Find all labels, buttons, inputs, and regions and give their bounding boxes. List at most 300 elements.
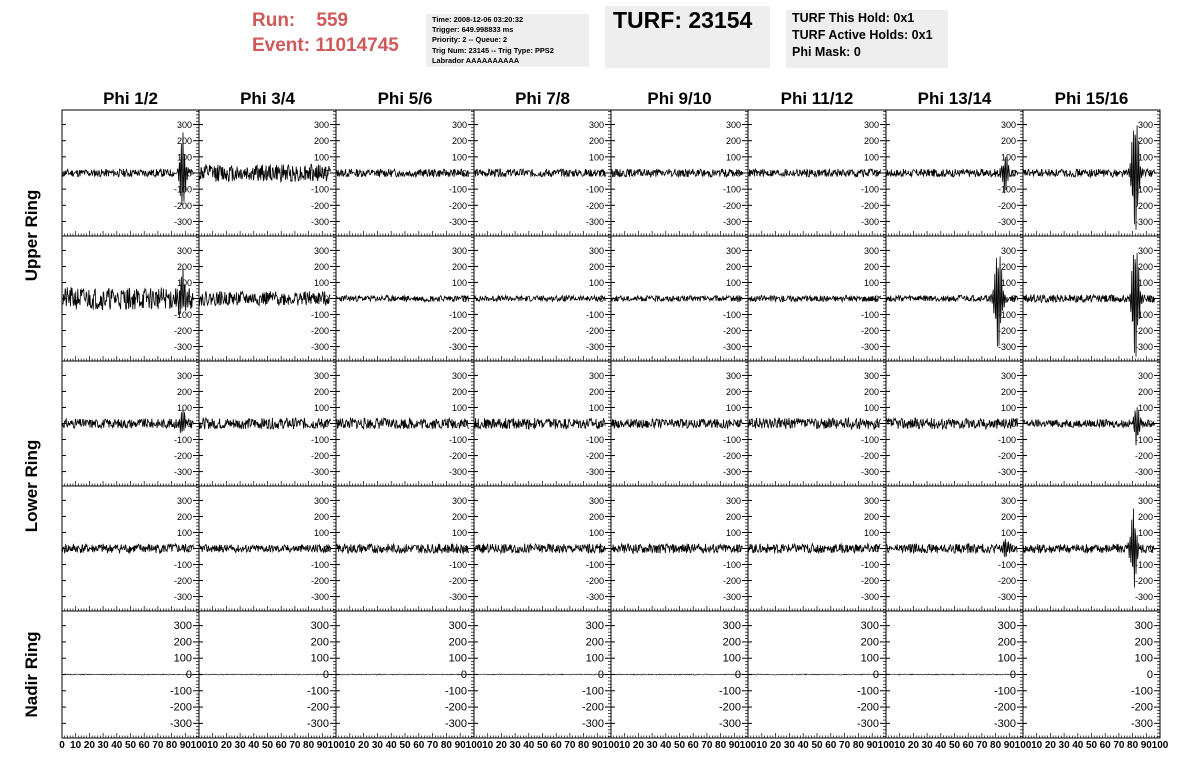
x-tick-label: 80 bbox=[440, 740, 452, 751]
y-tick-label: 300 bbox=[176, 370, 192, 381]
y-tick-label: 300 bbox=[1137, 245, 1153, 256]
y-tick-label: 0 bbox=[1009, 669, 1016, 681]
y-tick-label: -300 bbox=[997, 592, 1016, 603]
x-tick-label: 100 bbox=[877, 740, 895, 751]
panel-r2-c8 bbox=[1023, 236, 1160, 361]
panel-r3-c1 bbox=[62, 361, 199, 486]
waveform-trace bbox=[1023, 253, 1155, 357]
y-tick-label: -100 bbox=[448, 310, 467, 321]
y-tick-label: 100 bbox=[313, 277, 329, 288]
panel-r1-c1 bbox=[62, 110, 199, 236]
y-tick-label: -100 bbox=[310, 184, 329, 195]
y-tick-label: 100 bbox=[725, 277, 741, 288]
ring-label-1: Upper Ring bbox=[22, 189, 41, 282]
waveform-trace bbox=[611, 169, 743, 177]
y-tick-label: 0 bbox=[186, 294, 192, 304]
x-tick-label: 40 bbox=[660, 740, 672, 751]
waveform-trace bbox=[336, 544, 469, 554]
y-tick-label: -200 bbox=[173, 576, 192, 587]
y-tick-label: 0 bbox=[734, 669, 741, 681]
x-tick-label: 10 bbox=[70, 740, 82, 751]
y-tick-label: -300 bbox=[585, 342, 604, 353]
x-tick-label: 90 bbox=[728, 740, 740, 751]
x-tick-label: 70 bbox=[839, 740, 851, 751]
panel-r4-c2 bbox=[199, 486, 336, 611]
x-tick-label: 60 bbox=[687, 740, 699, 751]
waveform-trace bbox=[1023, 509, 1155, 588]
y-tick-label: 200 bbox=[1000, 136, 1016, 147]
y-tick-label: -200 bbox=[585, 451, 604, 462]
y-tick-label: -200 bbox=[173, 200, 192, 211]
panel-r1-c5 bbox=[611, 110, 748, 236]
y-tick-label: 200 bbox=[1137, 261, 1153, 272]
y-tick-label: -300 bbox=[173, 342, 192, 353]
waveform-trace bbox=[611, 296, 743, 302]
waveform-trace bbox=[336, 418, 469, 429]
panel-r4-c6 bbox=[748, 486, 886, 611]
info-trigger: Trigger: 649.998833 ms bbox=[432, 25, 514, 35]
y-tick-label: -300 bbox=[860, 467, 879, 478]
y-tick-label: 100 bbox=[451, 277, 467, 288]
y-tick-label: -300 bbox=[173, 467, 192, 478]
x-tick-label: 10 bbox=[1031, 740, 1043, 751]
y-tick-label: -100 bbox=[448, 560, 467, 571]
panel-r1-c3 bbox=[336, 110, 474, 236]
y-tick-label: -200 bbox=[169, 701, 192, 714]
x-tick-label: 40 bbox=[111, 740, 123, 751]
y-tick-label: 100 bbox=[1000, 277, 1016, 288]
y-tick-label: -200 bbox=[585, 326, 604, 337]
y-tick-label: 0 bbox=[735, 168, 741, 179]
x-tick-label: 70 bbox=[152, 740, 164, 751]
y-tick-label: -100 bbox=[997, 184, 1016, 195]
event-value: 11014745 bbox=[315, 35, 399, 56]
y-tick-label: 300 bbox=[451, 495, 467, 506]
y-tick-label: 200 bbox=[451, 511, 467, 522]
y-tick-label: -300 bbox=[310, 216, 329, 227]
x-tick-label: 40 bbox=[797, 740, 809, 751]
y-tick-label: 300 bbox=[863, 120, 879, 131]
y-tick-label: 0 bbox=[735, 544, 741, 554]
y-tick-label: -200 bbox=[1134, 576, 1153, 587]
y-tick-label: 100 bbox=[1000, 152, 1016, 163]
y-tick-label: 0 bbox=[1146, 669, 1153, 681]
x-tick-label: 60 bbox=[825, 740, 837, 751]
y-tick-label: -100 bbox=[448, 184, 467, 195]
y-tick-label: 0 bbox=[323, 419, 329, 429]
waveform-trace bbox=[199, 164, 331, 182]
y-tick-label: -200 bbox=[310, 326, 329, 337]
y-tick-label: 0 bbox=[1010, 168, 1016, 179]
y-tick-label: 300 bbox=[722, 620, 741, 633]
info-priority: Priority: 2 -- Queue: 2 bbox=[432, 35, 508, 45]
y-tick-label: -300 bbox=[1130, 717, 1153, 730]
x-tick-label: 100 bbox=[1014, 740, 1032, 751]
y-tick-label: 0 bbox=[1147, 168, 1153, 179]
y-tick-label: -100 bbox=[444, 685, 467, 698]
panel-r5-c4 bbox=[474, 611, 611, 738]
y-tick-label: 100 bbox=[997, 652, 1016, 665]
waveform-trace bbox=[474, 674, 606, 675]
x-tick-label: 10 bbox=[482, 740, 494, 751]
y-tick-label: -200 bbox=[722, 200, 741, 211]
x-tick-label: 40 bbox=[248, 740, 260, 751]
waveform-trace bbox=[199, 674, 331, 675]
y-tick-label: 300 bbox=[588, 120, 604, 131]
y-tick-label: 100 bbox=[451, 402, 467, 413]
panel-r1-c7 bbox=[886, 110, 1023, 236]
x-tick-label: 60 bbox=[550, 740, 562, 751]
x-tick-label: 80 bbox=[990, 740, 1002, 751]
panel-r5-c6 bbox=[748, 611, 886, 738]
waveform-trace bbox=[748, 544, 881, 554]
y-tick-label: 0 bbox=[1147, 544, 1153, 554]
y-tick-label: 200 bbox=[725, 386, 741, 397]
turf-label: TURF: 23154 bbox=[613, 7, 753, 33]
y-tick-label: 200 bbox=[588, 261, 604, 272]
x-tick-label: 60 bbox=[1099, 740, 1111, 751]
y-tick-label: 200 bbox=[1000, 511, 1016, 522]
y-tick-label: 100 bbox=[863, 527, 879, 538]
waveform-trace bbox=[611, 544, 743, 554]
x-tick-label: 80 bbox=[1127, 740, 1139, 751]
y-tick-label: 300 bbox=[176, 495, 192, 506]
y-tick-label: -300 bbox=[856, 717, 879, 730]
y-tick-label: 100 bbox=[860, 652, 879, 665]
y-tick-label: 300 bbox=[313, 245, 329, 256]
y-tick-label: -100 bbox=[860, 184, 879, 195]
y-tick-label: -300 bbox=[310, 342, 329, 353]
y-tick-label: 200 bbox=[176, 136, 192, 147]
y-tick-label: -300 bbox=[860, 592, 879, 603]
y-tick-label: -300 bbox=[448, 342, 467, 353]
y-tick-label: -300 bbox=[306, 717, 329, 730]
y-tick-label: -100 bbox=[1130, 685, 1153, 698]
y-tick-label: -200 bbox=[860, 200, 879, 211]
column-header-7: Phi 13/14 bbox=[917, 89, 992, 108]
column-header-1: Phi 1/2 bbox=[103, 89, 158, 108]
waveform-trace bbox=[886, 256, 1018, 346]
y-tick-label: 100 bbox=[1137, 152, 1153, 163]
y-tick-label: -300 bbox=[1134, 342, 1153, 353]
y-tick-label: 300 bbox=[588, 245, 604, 256]
y-tick-label: -300 bbox=[581, 717, 604, 730]
x-tick-label: 50 bbox=[1085, 740, 1098, 751]
y-tick-label: 300 bbox=[1000, 370, 1016, 381]
y-tick-label: 200 bbox=[310, 636, 329, 649]
x-tick-label: 30 bbox=[646, 740, 658, 751]
x-tick-label: 50 bbox=[261, 740, 274, 751]
y-tick-label: 200 bbox=[725, 511, 741, 522]
y-tick-label: 100 bbox=[588, 402, 604, 413]
y-tick-label: 300 bbox=[725, 495, 741, 506]
panel-r1-c8 bbox=[1023, 110, 1160, 236]
y-tick-label: 100 bbox=[1137, 277, 1153, 288]
y-tick-label: -200 bbox=[1134, 326, 1153, 337]
panel-r3-c3 bbox=[336, 361, 474, 486]
panel-r3-c4 bbox=[474, 361, 611, 486]
waveform-trace bbox=[886, 418, 1018, 429]
y-tick-label: -300 bbox=[722, 216, 741, 227]
y-tick-label: -200 bbox=[860, 326, 879, 337]
y-tick-label: -300 bbox=[444, 717, 467, 730]
y-tick-label: -100 bbox=[581, 685, 604, 698]
waveform-trace bbox=[748, 418, 881, 429]
panel-r2-c4 bbox=[474, 236, 611, 361]
waveform-trace bbox=[474, 544, 606, 554]
y-tick-label: 300 bbox=[313, 120, 329, 131]
x-tick-label: 70 bbox=[701, 740, 713, 751]
panel-r1-c6 bbox=[748, 110, 886, 236]
y-tick-label: -100 bbox=[585, 560, 604, 571]
y-tick-label: -100 bbox=[997, 560, 1016, 571]
y-tick-label: 100 bbox=[1137, 402, 1153, 413]
x-tick-label: 30 bbox=[509, 740, 521, 751]
y-tick-label: 100 bbox=[725, 527, 741, 538]
waveform-trace bbox=[336, 169, 469, 177]
y-tick-label: 0 bbox=[598, 419, 604, 429]
y-tick-label: 0 bbox=[461, 294, 467, 304]
x-tick-label: 20 bbox=[907, 740, 919, 751]
x-tick-label: 40 bbox=[385, 740, 397, 751]
y-tick-label: 0 bbox=[597, 669, 604, 681]
y-tick-label: 200 bbox=[863, 511, 879, 522]
waveform-trace bbox=[886, 674, 1018, 675]
y-tick-label: -200 bbox=[310, 576, 329, 587]
y-tick-label: 100 bbox=[725, 402, 741, 413]
y-tick-label: 300 bbox=[863, 495, 879, 506]
y-tick-label: 0 bbox=[872, 669, 879, 681]
x-tick-label: 20 bbox=[632, 740, 644, 751]
waveform-trace bbox=[474, 296, 606, 302]
x-tick-label: 100 bbox=[602, 740, 620, 751]
y-tick-label: 300 bbox=[725, 120, 741, 131]
panel-r4-c5 bbox=[611, 486, 748, 611]
column-header-3: Phi 5/6 bbox=[377, 89, 433, 108]
waveform-trace bbox=[62, 409, 194, 433]
y-tick-label: 0 bbox=[322, 669, 329, 681]
x-tick-label: 80 bbox=[715, 740, 727, 751]
y-tick-label: 100 bbox=[863, 402, 879, 413]
y-tick-label: 300 bbox=[1000, 245, 1016, 256]
y-tick-label: 100 bbox=[176, 527, 192, 538]
run-value: 559 bbox=[316, 10, 349, 31]
y-tick-label: -100 bbox=[860, 560, 879, 571]
y-tick-label: 200 bbox=[1000, 261, 1016, 272]
turf-active-holds: TURF Active Holds: 0x1 bbox=[792, 28, 933, 42]
y-tick-label: 100 bbox=[725, 152, 741, 163]
x-tick-label: 10 bbox=[619, 740, 631, 751]
y-tick-label: -300 bbox=[448, 216, 467, 227]
y-tick-label: 200 bbox=[313, 511, 329, 522]
y-tick-label: -200 bbox=[1134, 200, 1153, 211]
waveform-trace bbox=[199, 291, 331, 305]
y-tick-label: 0 bbox=[873, 419, 879, 429]
y-tick-label: 200 bbox=[863, 261, 879, 272]
panel-r5-c2 bbox=[199, 611, 336, 738]
y-tick-label: 200 bbox=[722, 636, 741, 649]
y-tick-label: 100 bbox=[1000, 527, 1016, 538]
y-tick-label: 0 bbox=[598, 544, 604, 554]
x-tick-label: 100 bbox=[1151, 740, 1169, 751]
y-tick-label: -100 bbox=[310, 310, 329, 321]
y-tick-label: -300 bbox=[585, 592, 604, 603]
y-tick-label: 300 bbox=[448, 620, 467, 633]
x-tick-label: 90 bbox=[1140, 740, 1152, 751]
x-tick-label: 30 bbox=[234, 740, 246, 751]
y-tick-label: -300 bbox=[718, 717, 741, 730]
x-tick-label: 60 bbox=[413, 740, 425, 751]
y-tick-label: 300 bbox=[1137, 495, 1153, 506]
y-tick-label: 0 bbox=[1010, 294, 1016, 304]
y-tick-label: -300 bbox=[585, 467, 604, 478]
y-tick-label: 0 bbox=[461, 419, 467, 429]
waveform-trace bbox=[748, 674, 881, 675]
y-tick-label: 300 bbox=[860, 620, 879, 633]
y-tick-label: 0 bbox=[186, 168, 192, 179]
y-tick-label: 200 bbox=[313, 261, 329, 272]
x-tick-label: 100 bbox=[190, 740, 208, 751]
waveform-trace bbox=[1023, 125, 1155, 229]
y-tick-label: -200 bbox=[722, 576, 741, 587]
panel-r2-c2 bbox=[199, 236, 336, 361]
panel-r1-c4 bbox=[474, 110, 611, 236]
y-tick-label: -100 bbox=[448, 435, 467, 446]
run-label: Run: bbox=[252, 10, 296, 31]
x-tick-label: 90 bbox=[454, 740, 466, 751]
y-tick-label: -200 bbox=[173, 326, 192, 337]
column-header-2: Phi 3/4 bbox=[240, 89, 295, 108]
waveform-trace bbox=[474, 169, 606, 177]
y-tick-label: 300 bbox=[863, 245, 879, 256]
y-tick-label: -200 bbox=[444, 701, 467, 714]
y-tick-label: -100 bbox=[860, 435, 879, 446]
panel-r3-c8 bbox=[1023, 361, 1160, 486]
y-tick-label: -200 bbox=[997, 451, 1016, 462]
y-tick-label: -100 bbox=[1134, 310, 1153, 321]
y-tick-label: -100 bbox=[310, 435, 329, 446]
y-tick-label: 0 bbox=[598, 168, 604, 179]
y-tick-label: 0 bbox=[735, 419, 741, 429]
y-tick-label: 300 bbox=[313, 370, 329, 381]
y-tick-label: 200 bbox=[313, 136, 329, 147]
y-tick-label: 300 bbox=[863, 370, 879, 381]
y-tick-label: 100 bbox=[176, 402, 192, 413]
y-tick-label: -300 bbox=[310, 592, 329, 603]
y-tick-label: -200 bbox=[722, 326, 741, 337]
y-tick-label: -100 bbox=[860, 310, 879, 321]
x-tick-label: 80 bbox=[578, 740, 590, 751]
y-tick-label: 300 bbox=[173, 620, 192, 633]
y-tick-label: -300 bbox=[173, 592, 192, 603]
y-tick-label: -100 bbox=[173, 184, 192, 195]
x-tick-label: 0 bbox=[59, 740, 65, 751]
panel-r4-c1 bbox=[62, 486, 199, 611]
y-tick-label: -300 bbox=[993, 717, 1016, 730]
y-tick-label: -300 bbox=[1134, 216, 1153, 227]
y-tick-label: 200 bbox=[863, 386, 879, 397]
y-tick-label: 0 bbox=[1147, 419, 1153, 429]
y-tick-label: 300 bbox=[725, 245, 741, 256]
y-tick-label: 0 bbox=[323, 544, 329, 554]
y-tick-label: 100 bbox=[863, 152, 879, 163]
y-tick-label: -300 bbox=[860, 216, 879, 227]
y-tick-label: 100 bbox=[1134, 652, 1153, 665]
y-tick-label: 0 bbox=[323, 168, 329, 179]
info-labrador: Labrador AAAAAAAAAA bbox=[432, 55, 520, 65]
panel-r4-c3 bbox=[336, 486, 474, 611]
event-label: Event: bbox=[252, 35, 311, 56]
y-tick-label: 0 bbox=[186, 544, 192, 554]
y-tick-label: 300 bbox=[1000, 120, 1016, 131]
y-tick-label: -300 bbox=[448, 592, 467, 603]
panel-r4-c4 bbox=[474, 486, 611, 611]
ring-label-2: Lower Ring bbox=[22, 439, 41, 533]
y-tick-label: 200 bbox=[588, 136, 604, 147]
panel-r2-c3 bbox=[336, 236, 474, 361]
y-tick-label: 100 bbox=[176, 277, 192, 288]
panel-r4-c8 bbox=[1023, 486, 1160, 611]
waveform-trace bbox=[199, 418, 331, 429]
y-tick-label: -200 bbox=[997, 200, 1016, 211]
x-tick-label: 20 bbox=[495, 740, 507, 751]
x-tick-label: 30 bbox=[371, 740, 383, 751]
y-tick-label: -200 bbox=[1134, 451, 1153, 462]
y-tick-label: 300 bbox=[1134, 620, 1153, 633]
waveform-trace bbox=[336, 674, 469, 675]
y-tick-label: 200 bbox=[313, 386, 329, 397]
y-tick-label: -200 bbox=[718, 701, 741, 714]
y-tick-label: 0 bbox=[1010, 419, 1016, 429]
x-tick-label: 10 bbox=[207, 740, 219, 751]
x-tick-label: 60 bbox=[275, 740, 287, 751]
x-tick-label: 70 bbox=[289, 740, 301, 751]
y-tick-label: -100 bbox=[173, 435, 192, 446]
panel-r2-c5 bbox=[611, 236, 748, 361]
y-tick-label: 0 bbox=[1010, 544, 1016, 554]
y-tick-label: -200 bbox=[722, 451, 741, 462]
x-tick-label: 10 bbox=[344, 740, 356, 751]
x-tick-label: 20 bbox=[770, 740, 782, 751]
y-tick-label: 100 bbox=[1137, 527, 1153, 538]
y-tick-label: 100 bbox=[451, 152, 467, 163]
y-tick-label: 300 bbox=[451, 120, 467, 131]
y-tick-label: 0 bbox=[186, 419, 192, 429]
y-tick-label: -300 bbox=[860, 342, 879, 353]
y-tick-label: -200 bbox=[310, 200, 329, 211]
x-tick-label: 30 bbox=[97, 740, 109, 751]
y-tick-label: 0 bbox=[1147, 294, 1153, 304]
y-tick-label: 300 bbox=[1137, 370, 1153, 381]
y-tick-label: 100 bbox=[585, 652, 604, 665]
x-tick-label: 30 bbox=[921, 740, 933, 751]
y-tick-label: -100 bbox=[1134, 184, 1153, 195]
y-tick-label: -300 bbox=[997, 342, 1016, 353]
waveform-trace bbox=[611, 674, 743, 675]
y-tick-label: 300 bbox=[176, 120, 192, 131]
waveform-trace bbox=[748, 295, 881, 301]
y-tick-label: 200 bbox=[173, 636, 192, 649]
y-tick-label: -200 bbox=[860, 576, 879, 587]
y-tick-label: 300 bbox=[451, 370, 467, 381]
y-tick-label: -100 bbox=[718, 685, 741, 698]
panel-r5-c5 bbox=[611, 611, 748, 738]
x-tick-label: 90 bbox=[179, 740, 191, 751]
y-tick-label: 200 bbox=[176, 261, 192, 272]
panel-r3-c2 bbox=[199, 361, 336, 486]
waveform-trace bbox=[199, 545, 331, 553]
x-tick-label: 40 bbox=[523, 740, 535, 751]
